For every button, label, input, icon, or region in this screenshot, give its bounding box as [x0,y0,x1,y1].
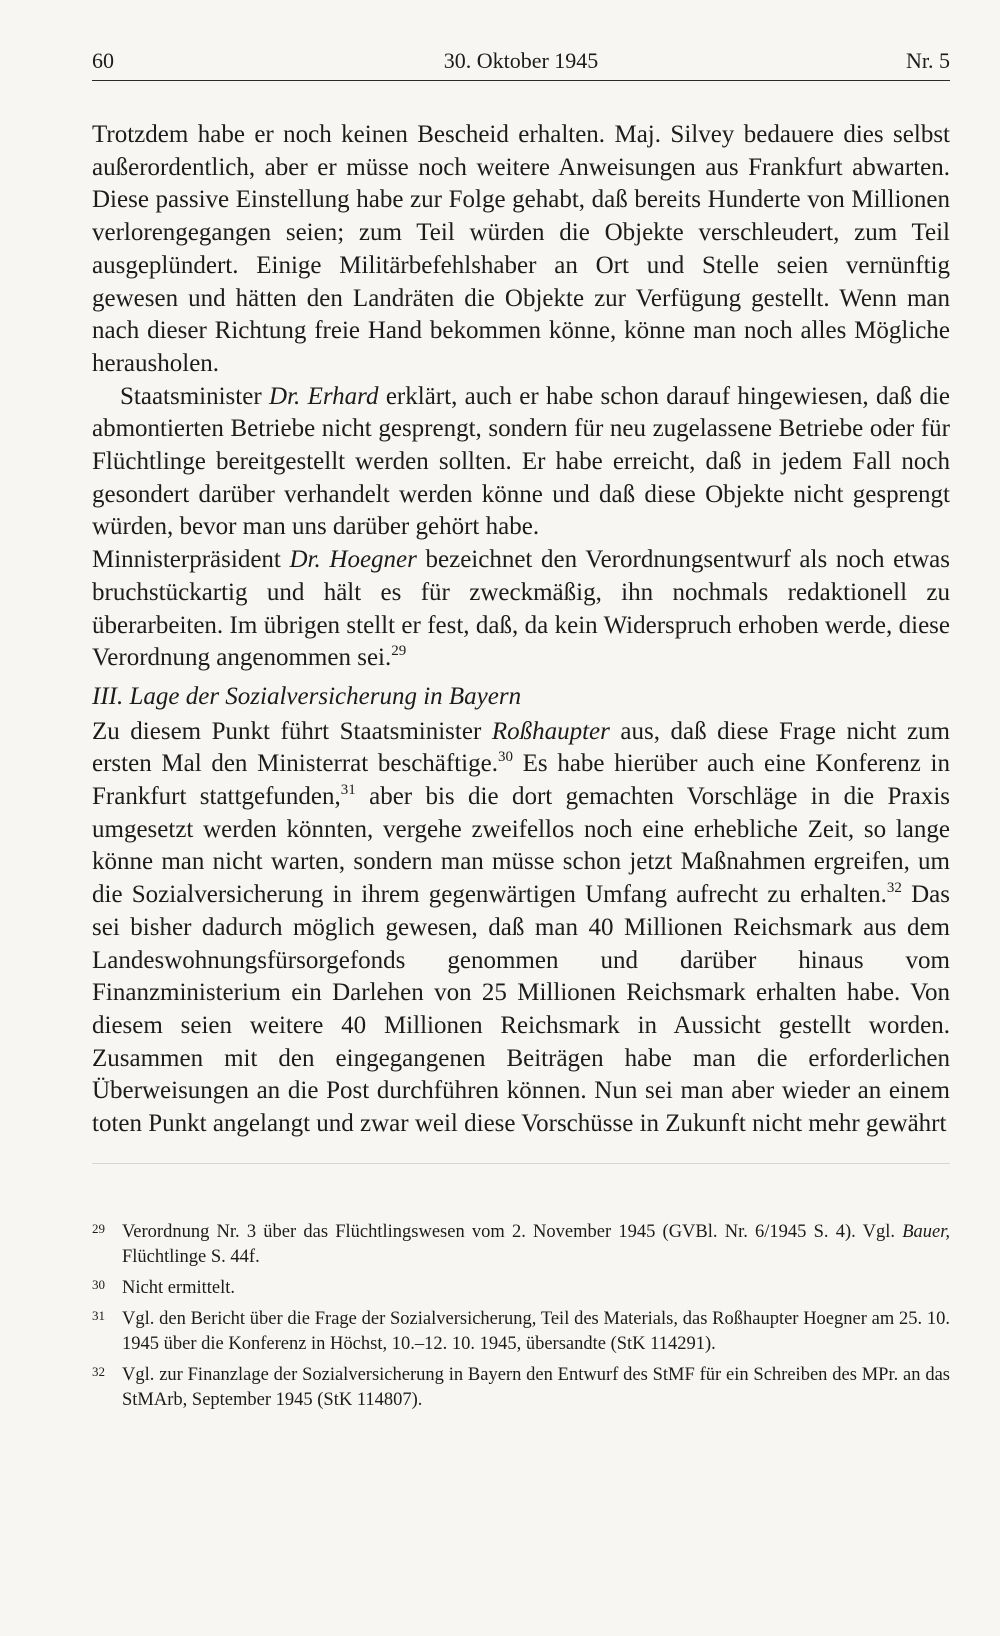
footnote-text [122,1220,950,1270]
footnote [92,1220,950,1270]
author-name: Bauer, [902,1221,950,1242]
page-number: 60 [92,48,114,73]
footnote-number: 30 [92,1276,105,1292]
footnote-ref[interactable]: 32 [886,880,902,897]
footnote [92,1307,950,1357]
footnote [92,1363,950,1413]
paragraph-text: Staatsminister [120,382,270,410]
document-page [92,44,950,1419]
footnote-text-part: Verordnung Nr. 3 über das Flüchtlingswesen vom 2. November 1945 (GVBl. Nr. 6/1945 S. 4). Vgl. [122,1221,903,1242]
footnote-number: 31 [92,1307,105,1323]
issue-number: Nr. 5 [906,48,950,73]
paragraph-text: Zu diesem Punkt führt Staatsminister [92,717,492,745]
footnote-ref[interactable]: 31 [340,782,356,799]
paragraph-text: bezeichnet den Verordnungsentwurf als noch etwas bruchstückartig und hält es für zweckmäßig, ihn nochmals redaktionell zu überarbeiten. Im übrigen stellt er fest, daß, da kein Widerspruch erhoben werde, diese Verordnung angenommen sei. [92,546,950,672]
footnote-text-part: Flüchtlinge S. 44f. [122,1246,260,1267]
paragraph-text: aus, daß diese Frage nicht zum ersten Mal den Ministerrat beschäftige. [92,717,950,778]
paragraph [92,716,950,1141]
paragraph [92,381,950,545]
header-date: 30. Oktober 1945 [443,48,599,73]
paragraph [92,544,950,675]
section-heading: III. Lage der Sozialversicherung in Bayern [92,682,522,710]
body-text [92,119,950,1141]
footnote [92,1276,950,1301]
footnotes [92,1220,950,1413]
running-header [92,44,950,81]
footnote-text: Vgl. zur Finanzlage der Sozialversicherung in Bayern den Entwurf des StMF für ein Schreiben des MPr. an das StMArb, September 1945 (StK 114807). [122,1364,950,1410]
footnote-ref[interactable]: 29 [391,643,407,660]
speaker-name: Dr. Erhard [269,382,379,410]
paragraph-text: Es habe hierüber auch eine Konferenz in Frankfurt stattgefunden, [92,750,950,811]
footnote-divider [92,1163,950,1164]
paragraph-text: aber bis die dort gemachten Vorschläge in die Praxis umgesetzt werden könnten, vergehe zweifellos noch eine erhebliche Zeit, so lange könne man nicht warten, sondern man müsse schon jetzt Maßnahmen ergreifen, um die Sozialversicherung in ihrem gegenwärtigen Umfang aufrecht zu erhalten. [92,783,950,909]
footnote-text: Nicht ermittelt. [122,1277,236,1298]
paragraph-text: Minnisterpräsident [92,546,290,574]
speaker-name: Dr. Hoegner [289,546,417,574]
paragraph-text: erklärt, auch er habe schon darauf hingewiesen, daß die abmontierten Betriebe nicht gesprengt, sondern für neu zugelassene Betriebe oder für Flüchtlinge bereitgestellt werden sollten. Er habe erreicht, daß in jedem Fall noch gesondert darüber verhandelt werden könne und daß diese Objekte nicht gesprengt würden, bevor man uns darüber gehört habe. [92,382,950,541]
footnote-number: 32 [92,1363,105,1379]
paragraph: Trotzdem habe er noch keinen Bescheid erhalten. Maj. Silvey bedauere dies selbst außerordentlich, aber er müsse noch weitere Anweisungen aus Frankfurt abwarten. Diese passive Einstellung habe zur Folge gehabt, daß bereits Hunderte von Millionen verlorengegangen seien; zum Teil würden die Objekte verschleudert, zum Teil ausgeplündert. Einige Militärbefehlshaber an Ort und Stelle seien vernünftig gewesen und hätten den Landräten die Objekte zur Verfügung gestellt. Wenn man nach dieser Richtung freie Hand bekommen könne, könne man noch alles Mögliche herausholen. [92,121,950,377]
speaker-name: Roßhaupter [491,717,610,745]
footnote-number: 29 [92,1220,105,1236]
footnote-text: Vgl. den Bericht über die Frage der Sozialversicherung, Teil des Materials, das Roßhaupter Hoegner am 25. 10. 1945 über die Konferenz in Höchst, 10.–12. 10. 1945, übersandte (StK 114291). [122,1308,950,1354]
footnote-ref[interactable]: 30 [497,749,513,766]
paragraph-text: Das sei bisher dadurch möglich gewesen, daß man 40 Millionen Reichsmark aus dem Landeswohnungsfürsorgefonds genommen und darüber hinaus vom Finanzministerium ein Darlehen von 25 Millionen Reichsmark erhalten habe. Von diesem seien weitere 40 Millionen Reichsmark in Aussicht gestellt worden. Zusammen mit den eingegangenen Beiträgen habe man die erforderlichen Überweisungen an die Post durchführen können. Nun sei man aber wieder an einem toten Punkt angelangt und zwar weil diese Vorschüsse in Zukunft nicht mehr gewährt [92,881,950,1138]
